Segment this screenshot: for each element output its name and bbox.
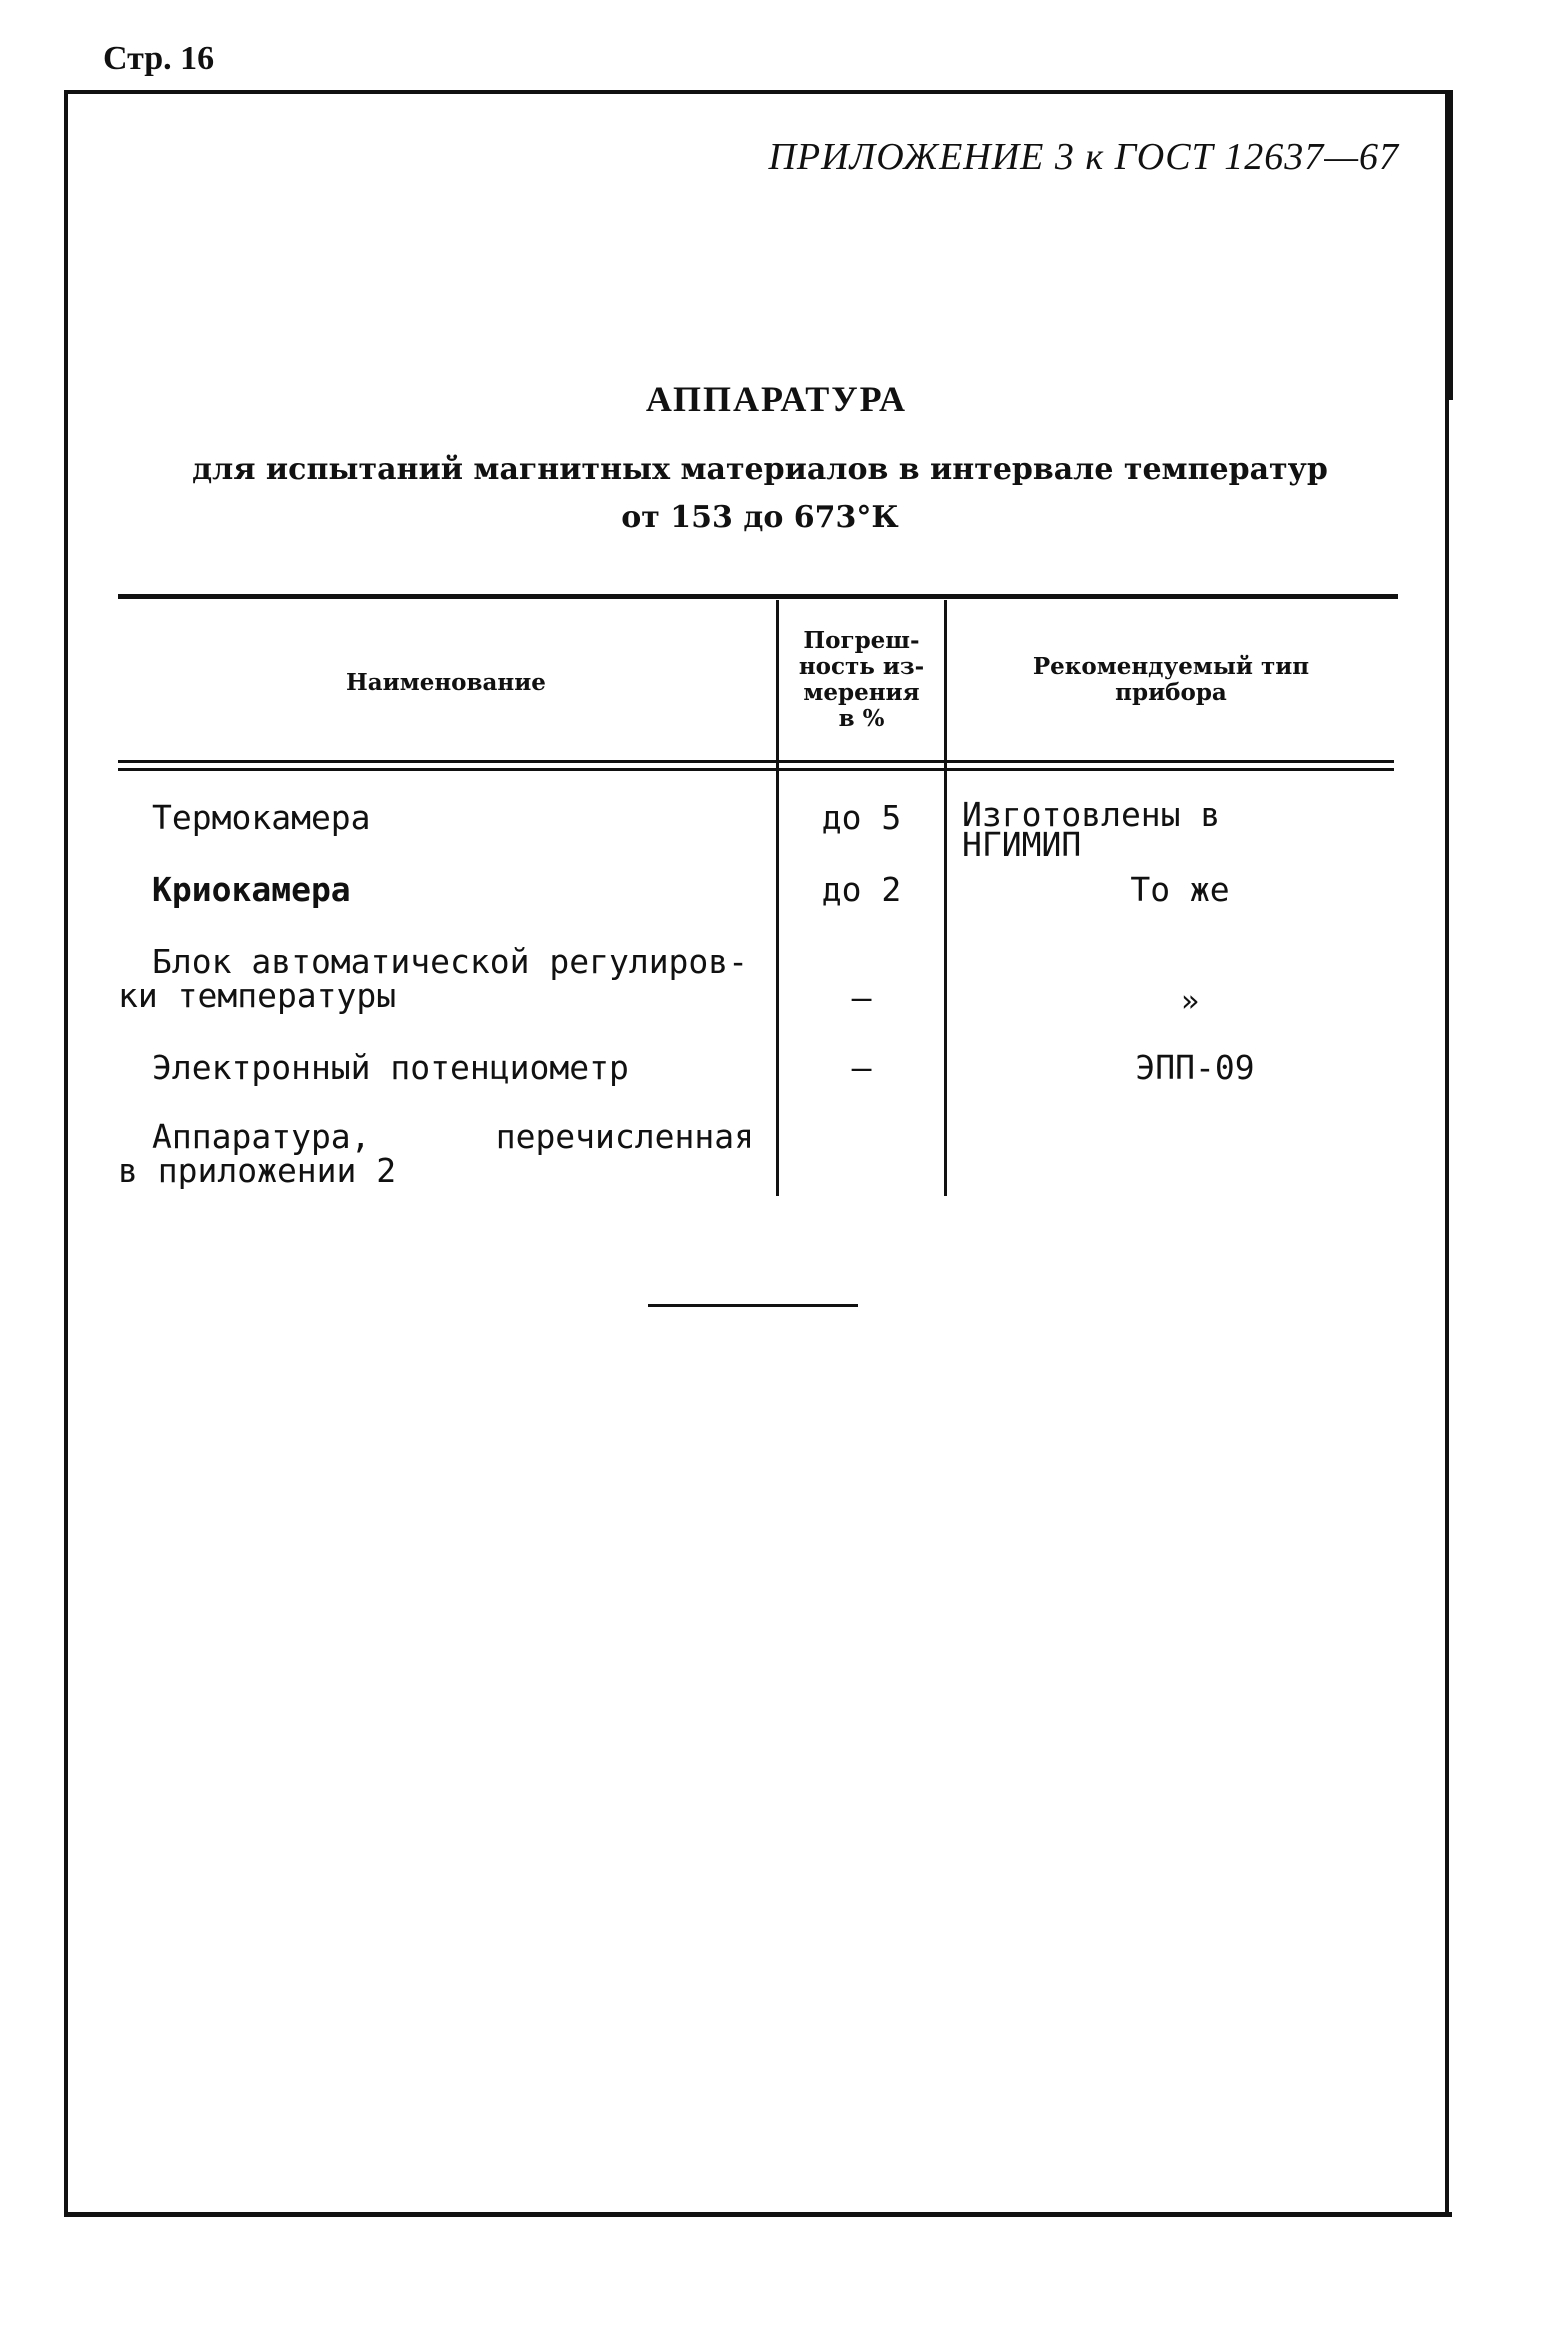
table-cell-type: Изготовлены в НГИМИП (962, 795, 1221, 864)
table-cell-name-text (118, 1117, 754, 1190)
document-subtitle (190, 446, 1330, 542)
end-rule (648, 1304, 858, 1307)
subtitle-line-2: от 153 до 673°К (621, 500, 899, 535)
table-header-rule-second (118, 768, 1394, 771)
frame-right-border-thick (1446, 90, 1453, 400)
table-cell-error: — (851, 1048, 872, 1087)
table-cell-name-line: Аппаратура, перечисленная (152, 1117, 754, 1156)
header-error: Погреш- ность из- мерения в % (798, 627, 925, 732)
appendix-heading: ПРИЛОЖЕНИЕ 3 к ГОСТ 12637—67 (768, 136, 1399, 178)
table-header-rule (118, 760, 1394, 763)
header-device-type: Рекомендуемый тип прибора (1032, 653, 1310, 706)
document-title: АППАРАТУРА (645, 379, 908, 419)
table-cell-name: Криокамера (152, 870, 351, 909)
frame-bottom-border (64, 2212, 1452, 2217)
table-cell-error: — (851, 978, 872, 1017)
table-cell-type: ЭПП-09 (1135, 1048, 1255, 1087)
table-cell-error: до 2 (821, 870, 902, 909)
table-cell-name: Блок автоматической регулиров- ки температуры (118, 942, 749, 1015)
table-cell-name-line: в приложении 2 (118, 1151, 397, 1190)
table-cell-name: Электронный потенциометр (152, 1048, 629, 1087)
table-cell-name (118, 1117, 754, 1190)
table-cell-error: до 5 (821, 798, 902, 837)
table-cell-type: » (1180, 984, 1200, 1019)
frame-top-border (66, 90, 1452, 94)
table-top-rule (118, 594, 1398, 599)
table-cell-type: То же (1130, 870, 1230, 909)
header-name: Наименование (346, 669, 546, 696)
table-cell-name: Термокамера (152, 798, 371, 837)
subtitle-line-1: для испытаний магнитных материалов в интервале температур (192, 452, 1328, 487)
page-number: Стр. 16 (103, 40, 215, 77)
